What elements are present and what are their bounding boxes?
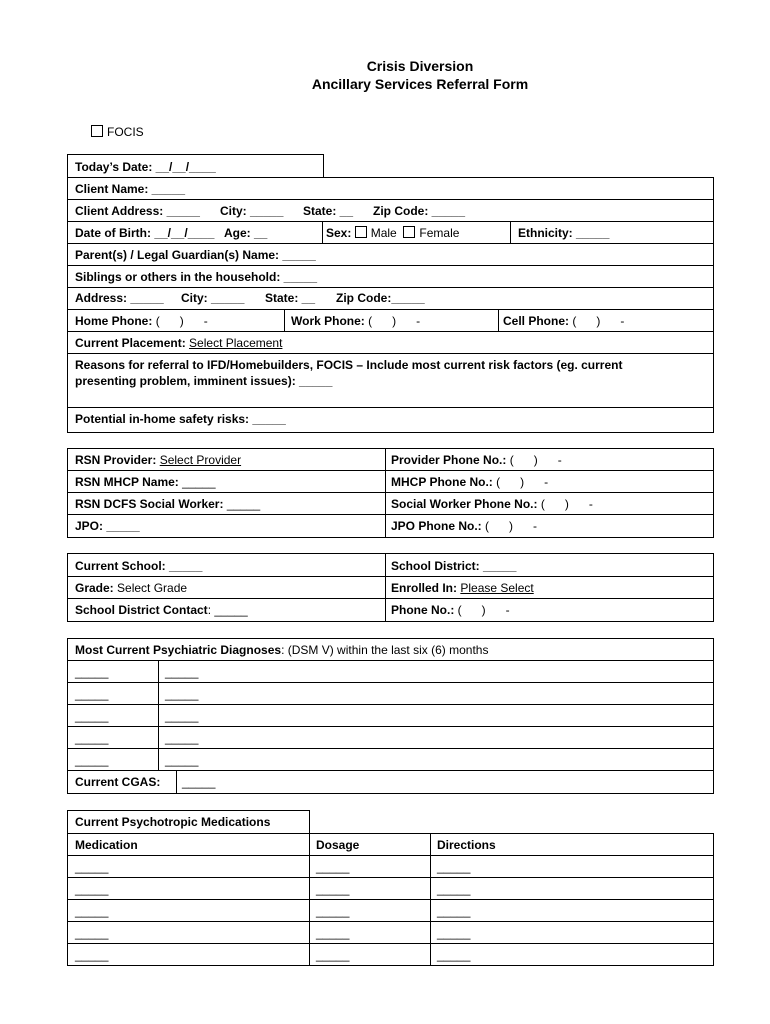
dosage-field[interactable]: _____: [316, 860, 350, 874]
mhcp-phone-label: MHCP Phone No.:: [391, 475, 493, 489]
medication-field[interactable]: _____: [75, 860, 109, 874]
work-phone-label: Work Phone:: [291, 314, 365, 328]
medication-field[interactable]: _____: [75, 904, 109, 918]
diagnosis-code-field[interactable]: _____: [75, 665, 109, 679]
jpo-field[interactable]: JPO: _____: [75, 519, 140, 533]
dosage-field[interactable]: _____: [316, 948, 350, 962]
city2-field[interactable]: City: _____: [181, 291, 245, 305]
medication-field[interactable]: _____: [75, 948, 109, 962]
male-label: Male: [370, 226, 397, 240]
client-name-field[interactable]: Client Name: _____: [75, 182, 186, 196]
col-directions: Directions: [437, 838, 496, 852]
focis-option[interactable]: [91, 125, 144, 139]
school-phone-label: Phone No.:: [391, 603, 455, 617]
provider-phone-value: ( ) -: [509, 453, 562, 467]
grade-select[interactable]: Select Grade: [117, 581, 188, 595]
cell-phone-label: Cell Phone:: [503, 314, 570, 328]
provider-phone-field[interactable]: [391, 453, 562, 467]
rsn-provider-select[interactable]: Select Provider: [159, 453, 242, 467]
provider-phone-label: Provider Phone No.:: [391, 453, 507, 467]
diagnosis-desc-field[interactable]: _____: [165, 753, 199, 767]
directions-field[interactable]: _____: [437, 882, 471, 896]
cell-phone-field[interactable]: [503, 314, 624, 328]
directions-field[interactable]: _____: [437, 948, 471, 962]
placement-select[interactable]: Select Placement: [189, 336, 283, 350]
diagnosis-code-field[interactable]: _____: [75, 709, 109, 723]
address2-field[interactable]: Address: _____: [75, 291, 164, 305]
current-school-field[interactable]: Current School: _____: [75, 559, 203, 573]
diagnosis-desc-field[interactable]: _____: [165, 709, 199, 723]
diagnosis-desc-field[interactable]: _____: [165, 665, 199, 679]
todays-date-field[interactable]: Today’s Date: __/__/____: [75, 160, 216, 174]
rsn-provider-label: RSN Provider:: [75, 453, 157, 467]
enrolled-field: [391, 581, 534, 595]
rsn-mhcp-field[interactable]: [75, 475, 216, 489]
state2-field[interactable]: State: __: [265, 291, 316, 305]
mhcp-phone-value: ( ) -: [496, 475, 549, 489]
diagnoses-title-rest: : (DSM V) within the last six (6) months: [281, 643, 489, 657]
enrolled-select[interactable]: Please Select: [460, 581, 534, 595]
work-phone-value: ( ) -: [368, 314, 421, 328]
school-contact-value: : _____: [207, 603, 248, 617]
guardian-field[interactable]: Parent(s) / Legal Guardian(s) Name: _____: [75, 248, 316, 262]
cgas-label: Current CGAS:: [75, 775, 161, 789]
school-contact-label: School District Contact: [75, 603, 208, 617]
diagnosis-code-field[interactable]: _____: [75, 731, 109, 745]
enrolled-label: Enrolled In:: [391, 581, 457, 595]
sw-phone-field[interactable]: [391, 497, 593, 511]
reasons-field[interactable]: Reasons for referral to IFD/Homebuilders, FOCIS – Include most current risk factors (eg. current presenting problem, imminent issues): _____: [75, 358, 623, 388]
zip-field[interactable]: Zip Code: _____: [373, 204, 466, 218]
form-subtitle: Ancillary Services Referral Form: [311, 76, 529, 92]
rsn-provider-field: [75, 453, 241, 467]
diagnoses-title: [75, 643, 488, 657]
ethnicity-field[interactable]: Ethnicity: _____: [518, 226, 610, 240]
school-district-field[interactable]: School District: _____: [391, 559, 517, 573]
sw-phone-value: ( ) -: [540, 497, 593, 511]
female-label: Female: [419, 226, 460, 240]
dob-field[interactable]: Date of Birth: __/__/____: [75, 226, 215, 240]
state-field[interactable]: State: __: [303, 204, 354, 218]
sw-phone-label: Social Worker Phone No.:: [391, 497, 538, 511]
zip2-field[interactable]: Zip Code:_____: [336, 291, 425, 305]
cgas-field[interactable]: _____: [182, 775, 216, 789]
jpo-phone-label: JPO Phone No.:: [391, 519, 482, 533]
dosage-field[interactable]: _____: [316, 904, 350, 918]
work-phone-field[interactable]: [291, 314, 420, 328]
rsn-mhcp-value: _____: [182, 475, 216, 489]
rsn-dcfs-value: _____: [226, 497, 261, 511]
home-phone-value: ( ) -: [155, 314, 208, 328]
jpo-phone-field[interactable]: [391, 519, 537, 533]
diagnosis-code-field[interactable]: _____: [75, 687, 109, 701]
diagnosis-desc-field[interactable]: _____: [165, 687, 199, 701]
diagnosis-code-field[interactable]: _____: [75, 753, 109, 767]
focis-checkbox[interactable]: [91, 125, 103, 137]
grade-label: Grade:: [75, 581, 114, 595]
sex-field: [326, 226, 459, 240]
rsn-dcfs-field[interactable]: [75, 497, 260, 511]
grade-field: [75, 581, 187, 595]
col-dosage: Dosage: [316, 838, 360, 852]
city-field[interactable]: City: _____: [220, 204, 284, 218]
medication-field[interactable]: _____: [75, 926, 109, 940]
medications-title: Current Psychotropic Medications: [75, 815, 271, 829]
medications-table: [67, 833, 714, 966]
directions-field[interactable]: _____: [437, 926, 471, 940]
male-checkbox[interactable]: [355, 226, 367, 238]
rsn-mhcp-label: RSN MHCP Name:: [75, 475, 179, 489]
placement-label: Current Placement:: [75, 336, 186, 350]
client-address-field[interactable]: Client Address: _____: [75, 204, 200, 218]
diagnosis-desc-field[interactable]: _____: [165, 731, 199, 745]
dosage-field[interactable]: _____: [316, 882, 350, 896]
directions-field[interactable]: _____: [437, 860, 471, 874]
diagnoses-title-bold: Most Current Psychiatric Diagnoses: [75, 643, 282, 657]
female-checkbox[interactable]: [403, 226, 415, 238]
placement-field: [75, 336, 282, 350]
safety-risks-field[interactable]: Potential in-home safety risks: _____: [75, 412, 286, 426]
directions-field[interactable]: _____: [437, 904, 471, 918]
medication-field[interactable]: _____: [75, 882, 109, 896]
school-phone-field[interactable]: [391, 603, 510, 617]
dosage-field[interactable]: _____: [316, 926, 350, 940]
form-title: Crisis Diversion: [366, 58, 474, 74]
sex-label: Sex:: [326, 226, 352, 240]
cell-phone-value: ( ) -: [572, 314, 625, 328]
home-phone-label: Home Phone:: [75, 314, 153, 328]
siblings-field[interactable]: Siblings or others in the household: _____: [75, 270, 318, 284]
home-phone-field[interactable]: [75, 314, 208, 328]
col-medication: Medication: [75, 838, 138, 852]
age-field[interactable]: Age: __: [224, 226, 268, 240]
focis-label: FOCIS: [107, 125, 144, 139]
rsn-dcfs-label: RSN DCFS Social Worker:: [75, 497, 224, 511]
school-contact-field[interactable]: [75, 603, 248, 617]
mhcp-phone-field[interactable]: [391, 475, 548, 489]
jpo-phone-value: ( ) -: [485, 519, 538, 533]
school-phone-value: ( ) -: [457, 603, 510, 617]
